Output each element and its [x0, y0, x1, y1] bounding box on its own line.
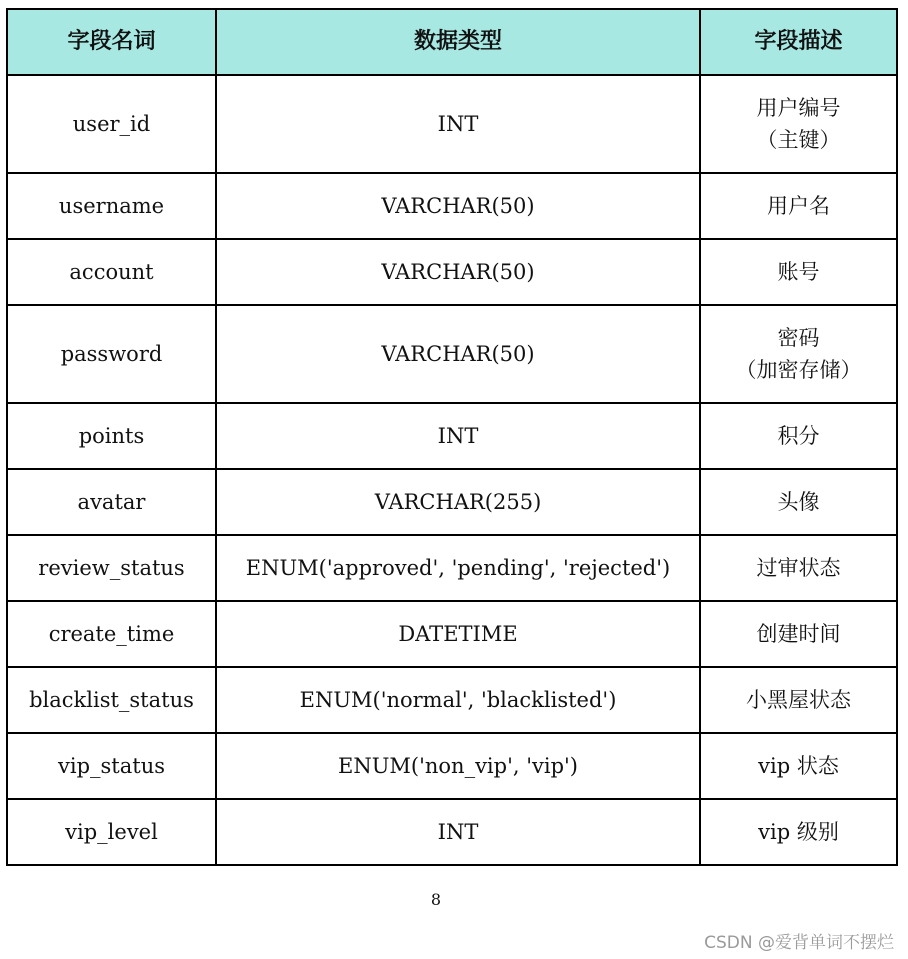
field-name-cell: user_id	[7, 75, 216, 173]
data-type-cell: INT	[216, 799, 700, 865]
field-name-cell: avatar	[7, 469, 216, 535]
data-type-cell: VARCHAR(255)	[216, 469, 700, 535]
field-name-cell: points	[7, 403, 216, 469]
field-name-cell: username	[7, 173, 216, 239]
data-type-cell: VARCHAR(50)	[216, 173, 700, 239]
data-type-cell: VARCHAR(50)	[216, 305, 700, 403]
field-name-cell: review_status	[7, 535, 216, 601]
table-header-row	[7, 9, 897, 75]
field-name-cell: account	[7, 239, 216, 305]
data-type-cell: ENUM('approved', 'pending', 'rejected')	[216, 535, 700, 601]
table-row	[7, 667, 897, 733]
data-type-cell: INT	[216, 75, 700, 173]
watermark-text: CSDN @爱背单词不摆烂	[704, 933, 894, 953]
table-row	[7, 535, 897, 601]
description-note: （加密存储）	[735, 358, 862, 382]
data-type-cell: DATETIME	[216, 601, 700, 667]
data-type-cell: INT	[216, 403, 700, 469]
description-cell: 过审状态	[700, 535, 897, 601]
description-cell: 小黑屋状态	[700, 667, 897, 733]
field-name-cell: create_time	[7, 601, 216, 667]
description-text: 密码	[777, 326, 820, 350]
description-cell: 创建时间	[700, 601, 897, 667]
description-cell	[700, 305, 897, 403]
description-cell: vip 级别	[700, 799, 897, 865]
table-row	[7, 799, 897, 865]
header-field-name: 字段名词	[7, 9, 216, 75]
description-cell: vip 状态	[700, 733, 897, 799]
table-row	[7, 403, 897, 469]
table-row	[7, 239, 897, 305]
description-note: （主键）	[756, 128, 841, 152]
page-number: 8	[430, 890, 442, 909]
table-row	[7, 601, 897, 667]
data-type-cell: ENUM('normal', 'blacklisted')	[216, 667, 700, 733]
table-row	[7, 75, 897, 173]
table-row	[7, 469, 897, 535]
field-name-cell: password	[7, 305, 216, 403]
description-cell	[700, 75, 897, 173]
description-text: 用户编号	[756, 96, 841, 120]
field-name-cell: vip_level	[7, 799, 216, 865]
table-row	[7, 173, 897, 239]
description-cell: 积分	[700, 403, 897, 469]
description-cell: 头像	[700, 469, 897, 535]
description-cell: 用户名	[700, 173, 897, 239]
data-type-cell: ENUM('non_vip', 'vip')	[216, 733, 700, 799]
description-cell: 账号	[700, 239, 897, 305]
field-name-cell: blacklist_status	[7, 667, 216, 733]
data-type-cell: VARCHAR(50)	[216, 239, 700, 305]
field-spec-table	[6, 8, 898, 866]
header-data-type: 数据类型	[216, 9, 700, 75]
table-row	[7, 733, 897, 799]
field-name-cell: vip_status	[7, 733, 216, 799]
table-row	[7, 305, 897, 403]
header-field-description: 字段描述	[700, 9, 897, 75]
